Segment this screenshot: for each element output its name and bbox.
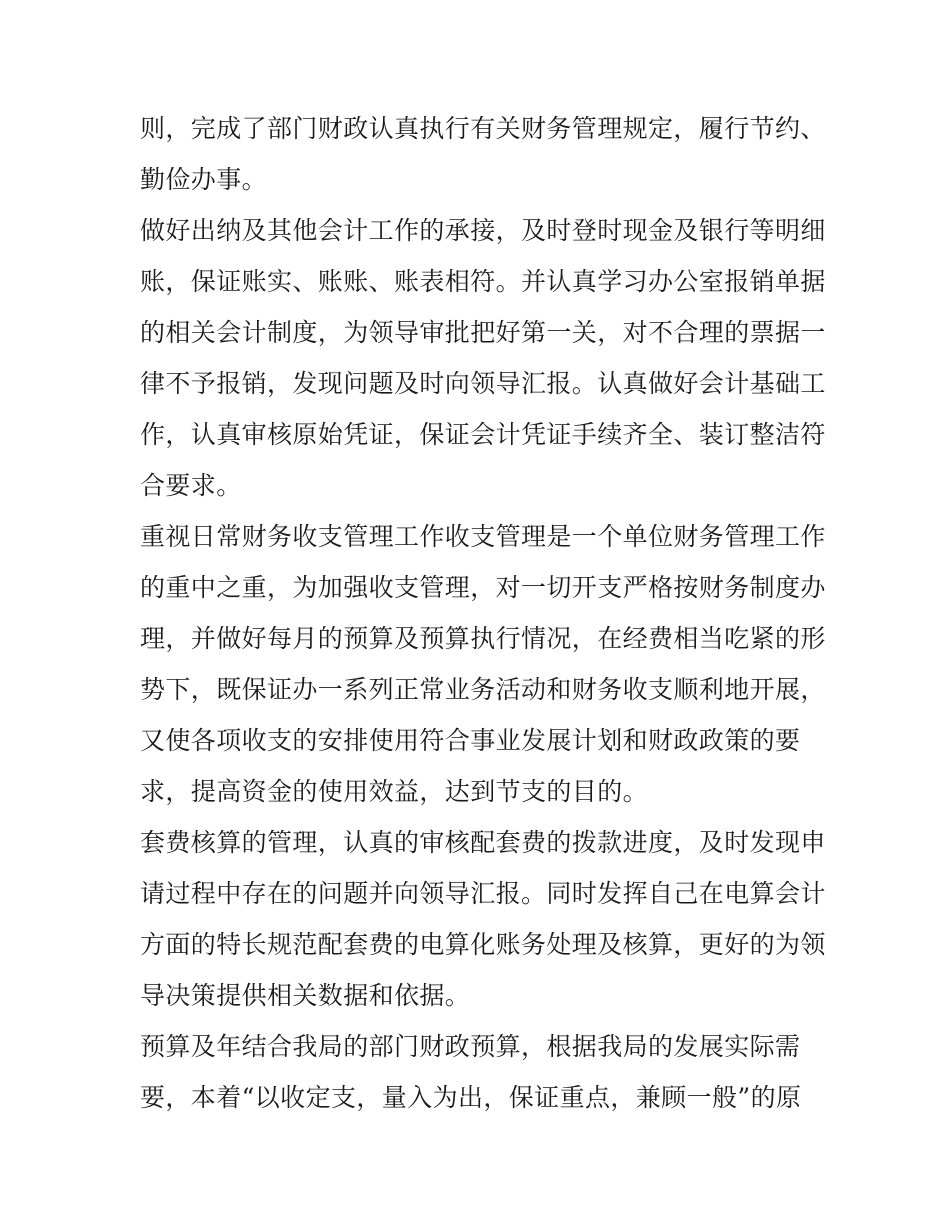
text-line: 作，认真审核原始凭证，保证会计凭证手续齐全、装订整洁符 [140, 420, 826, 449]
text-line: 的重中之重，为加强收支管理，对一切开支严格按财务制度办 [140, 573, 826, 602]
text-line: 求，提高资金的使用效益，达到节支的目的。 [140, 777, 649, 806]
text-line: 导决策提供相关数据和依据。 [140, 981, 471, 1010]
text-line: 则，完成了部门财政认真执行有关财务管理规定，履行节约、 [140, 114, 826, 143]
document-body-text [140, 103, 830, 1123]
text-line: 套费核算的管理，认真的审核配套费的拨款进度，及时发现申 [140, 828, 826, 857]
text-line: 方面的特长规范配套费的电算化账务处理及核算，更好的为领 [140, 930, 826, 959]
text-line: 预算及年结合我局的部门财政预算，根据我局的发展实际需 [140, 1032, 801, 1061]
text-line: 又使各项收支的安排使用符合事业发展计划和财政政策的要 [140, 726, 801, 755]
text-line: 要，本着“以收定支，量入为出，保证重点，兼顾一般”的原 [140, 1083, 802, 1112]
text-line: 做好出纳及其他会计工作的承接，及时登时现金及银行等明细 [140, 216, 826, 245]
text-line: 勤俭办事。 [140, 165, 268, 194]
text-line: 账，保证账实、账账、账表相符。并认真学习办公室报销单据 [140, 267, 826, 296]
text-line: 理，并做好每月的预算及预算执行情况，在经费相当吃紧的形 [140, 624, 826, 653]
text-line: 律不予报销，发现问题及时向领导汇报。认真做好会计基础工 [140, 369, 826, 398]
text-line: 的相关会计制度，为领导审批把好第一关，对不合理的票据一 [140, 318, 826, 347]
text-line: 重视日常财务收支管理工作收支管理是一个单位财务管理工作 [140, 522, 826, 551]
text-line: 势下，既保证办一系列正常业务活动和财务收支顺利地开展， [140, 675, 826, 704]
text-line: 请过程中存在的问题并向领导汇报。同时发挥自己在电算会计 [140, 879, 826, 908]
text-line: 合要求。 [140, 471, 242, 500]
